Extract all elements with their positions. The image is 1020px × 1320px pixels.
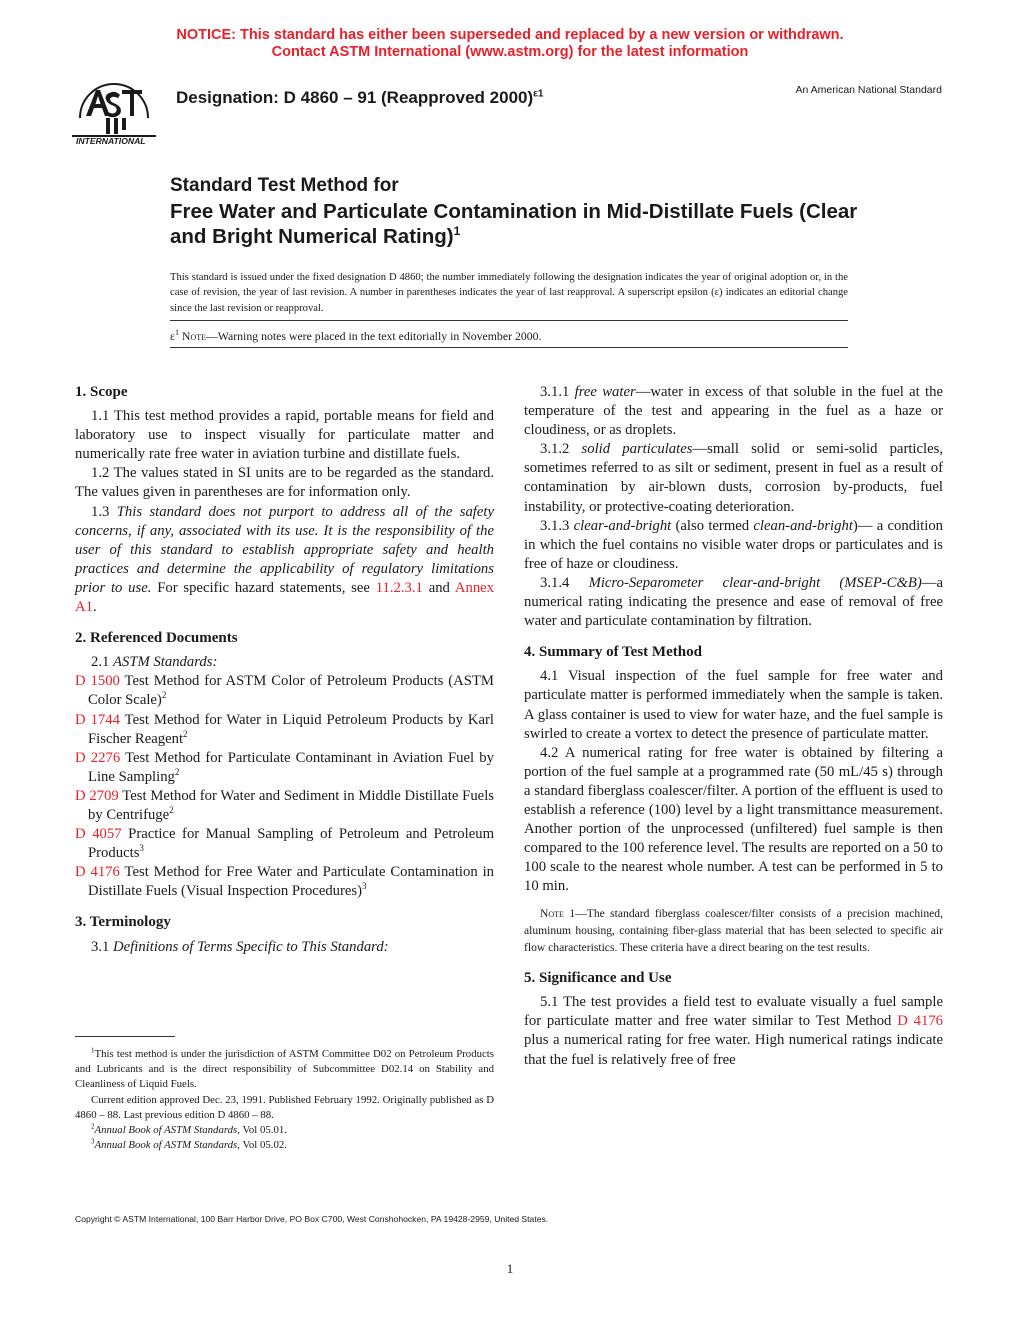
ref-code-link[interactable]: D 4057 (75, 826, 122, 843)
para-5-1-a: 5.1 The test provides a field test to evaluate visually a fuel sample for particulate matter and free water similar to Test Method (524, 994, 943, 1030)
designation-sup: ε1 (533, 88, 544, 100)
footnote-1b: Current edition approved Dec. 23, 1991. Published February 1992. Originally published as D 4860 – 88. Last previous edition D 4860 – 88. (75, 1093, 494, 1121)
footnote-3-sup: 3 (91, 1137, 95, 1146)
title-sup: 1 (453, 224, 461, 239)
page-title (170, 199, 870, 249)
notice-line-1: NOTICE: This standard has either been superseded and replaced by a new version or withdrawn. (176, 27, 844, 43)
ref-sup: 3 (362, 881, 367, 892)
para-4-1: 4.1 Visual inspection of the fuel sample for free water and particulate matter is performed immediately when the sample is taken. A glass container is used to view for water haze, and the fuel sample is swirled to create a vortex to detect the presence of particulate matter. (524, 668, 943, 742)
para-5-1 (524, 993, 943, 1069)
footnote-rule (75, 1036, 175, 1037)
ref-text: Test Method for Water in Liquid Petroleum Products by Karl Fischer Reagent (88, 711, 494, 747)
para-1-3-and: and (428, 579, 450, 596)
editorial-note (170, 329, 542, 344)
para-1-3-tail: For specific hazard statements, see (157, 579, 370, 596)
title-line-1: Standard Test Method for (170, 175, 399, 196)
para-1-1: 1.1 This test method provides a rapid, portable means for field and laboratory use to inspect visually for particulate matter and numerically rate free water in aviation turbine and distillate fuels. (75, 408, 494, 463)
para-1-3-italic: This standard does not purport to address all of the safety concerns, if any, associated with its use. It is the responsibility of the user of this standard to establish appropriate safety and health practices and determine the applicability of regulatory limitations prior to use. (75, 503, 495, 596)
ref-sup: 2 (174, 766, 180, 777)
section-1-heading: 1. Scope (75, 384, 128, 400)
para-3-1 (75, 938, 494, 957)
footnote-1 (75, 1047, 494, 1093)
def-3-1-4 (524, 574, 943, 631)
section-4-heading: 4. Summary of Test Method (524, 644, 702, 661)
ref-text: Test Method for Free Water and Particulate Contamination in Distillate Fuels (Visual Inspection Procedures) (88, 864, 494, 900)
para-1-3-end: . (92, 599, 97, 616)
link-11-2-3-1[interactable]: 11.2.3.1 (375, 579, 423, 596)
copyright: Copyright © ASTM International, 100 Barr Harbor Drive, PO Box C700, West Conshohocken, PA 19428-2959, United States. (75, 1214, 549, 1224)
ref-sup: 2 (161, 690, 167, 701)
def-3-1-4-text: —a numerical rating indicating the presence and ease of removal of free water and particulate contamination by filtration. (524, 574, 943, 630)
ref-code-link[interactable]: D 4176 (75, 864, 120, 881)
def-3-1-3-term: clear-and-bright (573, 517, 672, 534)
footnote-2-sup: 2 (91, 1122, 95, 1131)
footnote-3 (75, 1138, 494, 1153)
ref-code-link[interactable]: D 2276 (75, 749, 121, 766)
def-3-1-3-text: )— a condition in which the fuel contains no visible water drops or particulates and is free of haze or cloudiness. (524, 517, 944, 572)
section-3-heading: 3. Terminology (75, 914, 171, 931)
ref-text: Test Method for ASTM Color of Petroleum Products (ASTM Color Scale) (88, 673, 494, 709)
note-1 (524, 906, 943, 957)
footnote-2-tail: , Vol 05.01. (237, 1124, 287, 1137)
para-2-1 (75, 653, 494, 672)
para-4-2: 4.2 A numerical rating for free water is obtained by filtering a portion of the fuel sample at a programmed rate (50 mL/45 s) through a standard fiberglass coalescer/filter. A portion of the effluent is used to establish a reference (100) level by a light transmittance measurement. Another portion of the unprocessed (unfiltered) fuel sample is then compared to the 100 reference level. The results are reported on a 50 to 100 scale to the nearest whole number. A test can be performed in 5 to 10 min. (524, 744, 943, 895)
para-2-1-num: 2.1 (91, 654, 110, 671)
right-column (524, 383, 943, 1070)
def-3-1-4-num: 3.1.4 (540, 574, 570, 591)
def-3-1-1-term: free water (574, 384, 636, 400)
title-line-2: Free Water and Particulate Contamination in Mid-Distillate Fuels (Clear and Bright Numerical Rating) (170, 200, 858, 248)
def-3-1-2 (524, 440, 943, 516)
def-3-1-3-term2: clean-and-bright (753, 517, 853, 534)
def-3-1-2-term: solid particulates (581, 441, 693, 458)
astm-logo (66, 74, 162, 152)
footnote-2-italic: Annual Book of ASTM Standards (94, 1124, 238, 1137)
footnote-3-tail: , Vol 05.02. (237, 1139, 287, 1152)
para-2-1-italic: ASTM Standards: (113, 654, 218, 671)
ref-text: Practice for Manual Sampling of Petroleum and Petroleum Products (88, 826, 495, 862)
reference-item (75, 863, 494, 901)
ref-code-link[interactable]: D 1500 (75, 673, 120, 690)
notice-banner (0, 27, 1020, 61)
def-3-1-3-num: 3.1.3 (540, 517, 570, 534)
notice-line-2: Contact ASTM International (www.astm.org) for the latest information (271, 44, 749, 60)
editorial-mark-sup: 1 (174, 328, 179, 338)
ref-sup: 2 (169, 805, 174, 816)
link-d4176[interactable]: D 4176 (897, 1013, 944, 1030)
issued-statement: This standard is issued under the fixed designation D 4860; the number immediately following the designation indicates the year of original adoption or, in the case of revision, the year of last revision. A number in parentheses indicates the year of last reapproval. A superscript epsilon (ε) indicates an editorial change since the last revision or reapproval. (170, 272, 848, 314)
reference-list (75, 672, 494, 901)
national-standard-label: An American National Standard (795, 84, 942, 96)
def-3-1-4-term: Micro-Separometer clear-and-bright (MSEP-C&B) (588, 574, 922, 591)
def-3-1-2-num: 3.1.2 (540, 441, 570, 458)
section-5-heading: 5. Significance and Use (524, 970, 672, 987)
reference-item (75, 787, 494, 825)
footnote-1-sup: 1 (91, 1046, 95, 1055)
footnote-2 (75, 1123, 494, 1138)
rule-top (170, 320, 848, 321)
para-1-2: 1.2 The values stated in SI units are to be regarded as the standard. The values given in parentheses are for information only. (75, 465, 494, 501)
editorial-mark: ε (170, 329, 175, 343)
left-column (75, 383, 494, 957)
para-1-3-num: 1.3 (91, 503, 110, 520)
para-3-1-italic: Definitions of Terms Specific to This Standard: (113, 938, 389, 955)
rule-bottom (170, 347, 848, 348)
ref-sup: 2 (183, 728, 188, 739)
editorial-note-label: Note (181, 329, 206, 343)
ref-sup: 3 (139, 843, 144, 854)
def-3-1-1-num: 3.1.1 (540, 384, 570, 400)
editorial-note-text: —Warning notes were placed in the text editorially in November 2000. (206, 329, 542, 343)
def-3-1-3 (524, 517, 943, 574)
para-3-1-num: 3.1 (91, 938, 110, 955)
reference-item (75, 749, 494, 787)
page-number: 1 (506, 1261, 514, 1276)
footnote-1-text: This test method is under the jurisdiction of ASTM Committee D02 on Petroleum Products and Lubricants and is the direct responsibility of Subcommittee D02.14 on Stability and Cleanliness of Liquid Fuels. (75, 1048, 494, 1091)
footnote-3-italic: Annual Book of ASTM Standards (94, 1139, 238, 1152)
para-1-3 (75, 503, 494, 618)
def-3-1-1-text: —water in excess of that soluble in the fuel at the temperature of the test and appearing in the fuel as a haze or cloudiness, or as droplets. (524, 384, 943, 439)
ref-text: Test Method for Water and Sediment in Middle Distillate Fuels by Centrifuge (88, 787, 494, 823)
note-1-label: Note 1 (540, 907, 576, 921)
def-3-1-3-mid: (also termed (675, 517, 750, 534)
reference-item (75, 672, 494, 710)
ref-code-link[interactable]: D 2709 (75, 787, 119, 804)
designation (176, 88, 543, 108)
ref-text: Test Method for Particulate Contaminant in Aviation Fuel by Line Sampling (88, 749, 494, 785)
logo-org-text: INTERNATIONAL (76, 136, 146, 146)
note-1-text: —The standard fiberglass coalescer/filter consists of a precision machined, aluminum housing, containing fiber-glass material that has been selected to specific air flow characteristics. These criteria have a direct bearing on the test results. (524, 907, 943, 955)
link-annex-a1[interactable]: Annex A1 (75, 579, 495, 616)
reference-item (75, 711, 494, 749)
designation-text: Designation: D 4860 – 91 (Reapproved 2000) (176, 88, 534, 107)
def-3-1-2-text: —small solid or semi-solid particles, sometimes referred to as silt or sediment, present in fuel as a result of contamination by air-blown dusts, corrosion by-products, fuel instability, or protective-coating deterioration. (524, 441, 944, 515)
footnotes (75, 1047, 494, 1153)
def-3-1-1 (524, 383, 943, 440)
ref-code-link[interactable]: D 1744 (75, 711, 120, 728)
section-2-heading: 2. Referenced Documents (75, 630, 238, 647)
para-5-1-b: plus a numerical rating for free water. High numerical ratings indicate that the fuel is relatively free of free (524, 1032, 943, 1068)
reference-item (75, 825, 494, 863)
